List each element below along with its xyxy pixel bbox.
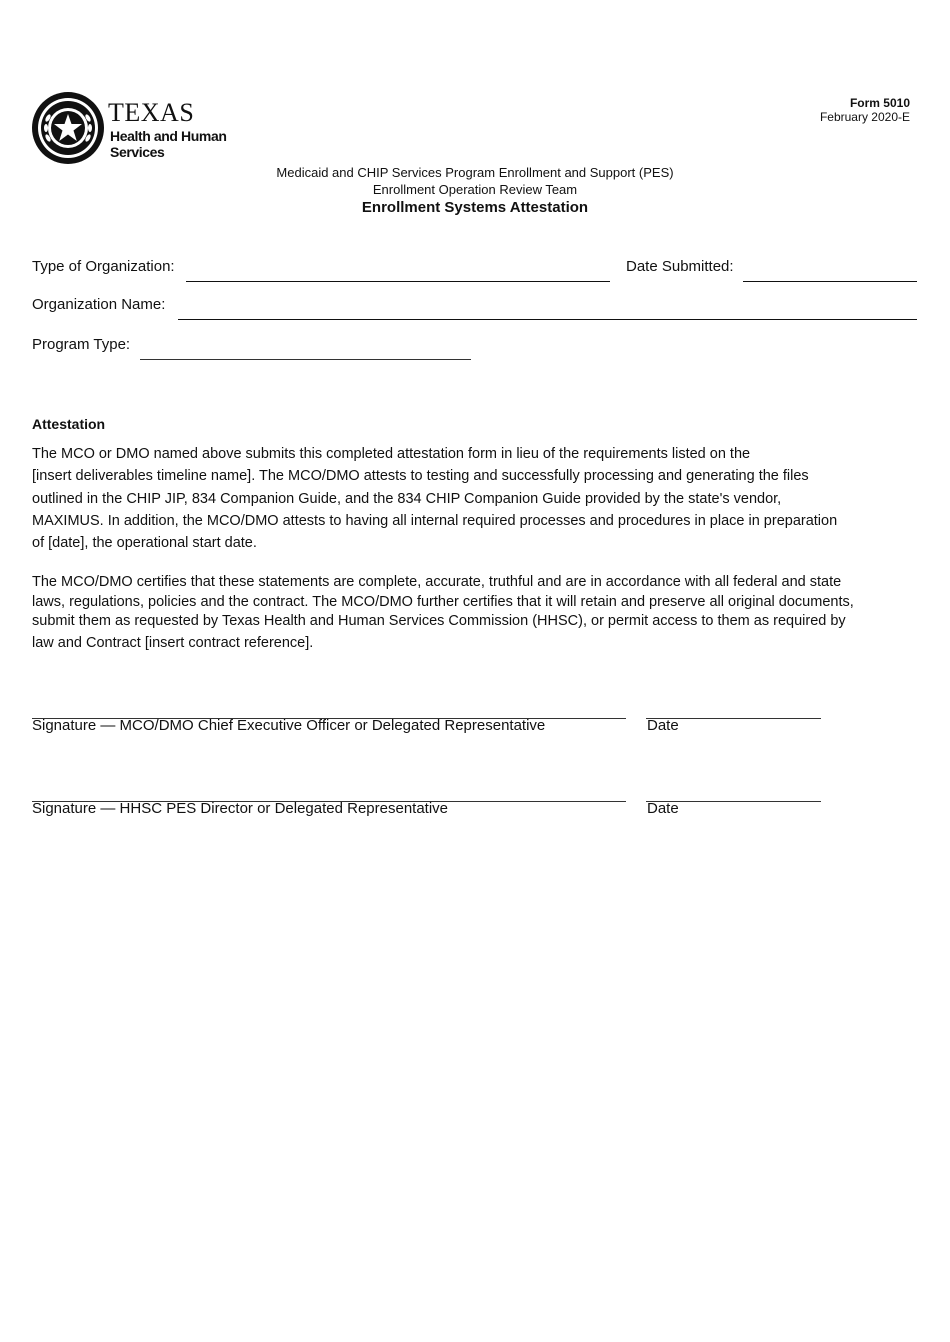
paragraph-line: The MCO or DMO named above submits this completed attestation form in lieu of the requirements listed on the xyxy=(32,446,751,462)
form-number: Form 5010 xyxy=(849,96,910,110)
paragraph-line: [insert deliverables timeline name]. The MCO/DMO attests to testing and successfully processing and generating the files xyxy=(32,468,809,485)
ceo-signature-date-label: Date xyxy=(647,717,679,734)
form-date: February 2020-E xyxy=(819,110,910,124)
form-meta xyxy=(820,96,910,124)
ceo-signature-label: Signature — MCO/DMO Chief Executive Officer or Delegated Representative xyxy=(32,717,546,734)
document-header xyxy=(0,164,950,218)
header-line1: Medicaid and CHIP Services Program Enrollment and Support (PES) xyxy=(276,165,674,180)
hhs-logo xyxy=(30,90,230,170)
program-type-field[interactable] xyxy=(140,359,471,360)
attestation-paragraph-2 xyxy=(32,573,917,653)
program-type-label: Program Type: xyxy=(32,336,131,353)
document-title: Enrollment Systems Attestation xyxy=(361,199,589,216)
type-of-organization-label: Type of Organization: xyxy=(32,258,175,275)
date-submitted-field[interactable] xyxy=(743,281,917,282)
logo-title: TEXAS xyxy=(108,98,195,127)
organization-name-field[interactable] xyxy=(178,319,917,320)
logo-subtitle-line1: Health and Human xyxy=(110,128,227,144)
organization-name-label: Organization Name: xyxy=(32,296,166,313)
paragraph-line: MAXIMUS. In addition, the MCO/DMO attests to having all internal required processes and procedures in place in preparation xyxy=(32,512,838,529)
hhsc-signature-date-label: Date xyxy=(647,800,679,817)
paragraph-line: submit them as requested by Texas Health and Human Services Commission (HHSC), or permit access to them as required by xyxy=(32,613,846,629)
paragraph-line: outlined in the CHIP JIP, 834 Companion Guide, and the 834 CHIP Companion Guide provided by the state's vendor, xyxy=(32,490,782,507)
paragraph-line: laws, regulations, policies and the contract. The MCO/DMO further certifies that it will retain and preserve all original documents, xyxy=(32,593,854,610)
logo-subtitle-line2: Services xyxy=(110,144,165,160)
hhsc-signature-label: Signature — HHSC PES Director or Delegated Representative xyxy=(32,800,449,817)
attestation-heading: Attestation xyxy=(32,416,106,432)
attestation-paragraph-1 xyxy=(32,443,917,554)
logo-subtitle xyxy=(110,128,227,160)
header-line2: Enrollment Operation Review Team xyxy=(372,182,578,197)
paragraph-line: law and Contract [insert contract reference]. xyxy=(32,634,314,651)
type-of-organization-field[interactable] xyxy=(186,281,610,282)
date-submitted-label: Date Submitted: xyxy=(626,258,734,275)
star-seal-icon xyxy=(30,90,106,166)
paragraph-line: of [date], the operational start date. xyxy=(32,535,257,552)
paragraph-line: The MCO/DMO certifies that these statements are complete, accurate, truthful and are in accordance with all federal and state xyxy=(32,574,842,590)
